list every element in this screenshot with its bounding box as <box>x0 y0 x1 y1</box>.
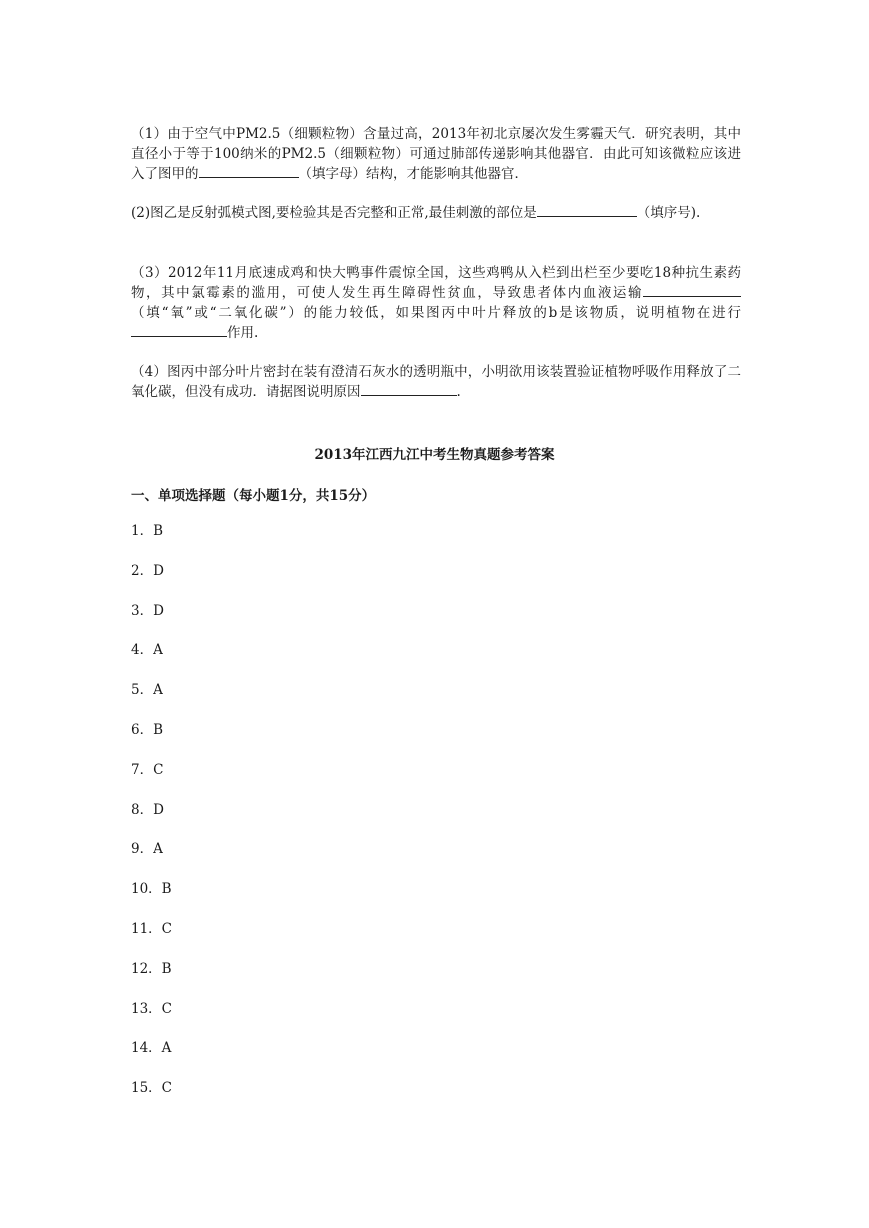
question-4-text-a: （4）图丙中部分叶片密封在装有澄清石灰水的透明瓶中，小明欲用该装置验证植物呼吸作用释放了二氧化碳，但没有成功．请据图说明原因 <box>131 364 741 400</box>
question-2 <box>131 203 741 223</box>
question-4-text-b: . <box>456 384 461 400</box>
question-3-text-b: （填“氧”或“二氧化碳”）的能力较低，如果图丙中叶片释放的b是该物质，说明植物在进行 <box>131 305 741 321</box>
answer-item: 8．D <box>131 801 164 818</box>
answer-item: 11．C <box>131 920 173 937</box>
answer-blank <box>643 284 661 297</box>
question-3-text-c: 作用. <box>227 325 259 341</box>
answer-blank <box>361 383 457 396</box>
answer-item: 5．A <box>131 682 163 699</box>
answer-key-title: 2013年江西九江中考生物真题参考答案 <box>314 447 555 463</box>
answer-item: 1．B <box>131 523 164 539</box>
answer-item: 9．A <box>131 841 163 858</box>
answer-item: 6．B <box>131 721 164 738</box>
question-3 <box>131 263 741 343</box>
question-1 <box>131 124 741 184</box>
answer-item: 2．D <box>131 562 164 579</box>
answer-blank <box>131 324 227 337</box>
question-2-text-b: （填序号). <box>636 205 701 221</box>
question-1-text-b: （填字母）结构，才能影响其他器官． <box>298 166 528 182</box>
answer-item: 10．B <box>131 881 172 898</box>
question-1-text-a: （1）由于空气中PM2.5（细颗粒物）含量过高，2013年初北京屡次发生雾霾天气．研究表明，其中直径小于等于100纳米的PM2.5（细颗粒物）可通过肺部传递影响其他器官．由此可知该微粒应该进入了图甲的 <box>131 126 741 182</box>
section-heading: 一、单项选择题（每小题1分，共15分） <box>131 488 376 504</box>
answer-item: 12．B <box>131 960 172 977</box>
answer-item: 3．D <box>131 602 164 619</box>
answer-list <box>131 521 172 1118</box>
answer-blank <box>199 165 299 178</box>
question-2-text-a: (2)图乙是反射弧模式图,要检验其是否完整和正常,最佳刺激的部位是 <box>131 205 537 221</box>
answer-blank <box>661 284 741 297</box>
answer-item: 14．A <box>131 1040 172 1057</box>
answer-item: 15．C <box>131 1080 173 1097</box>
answer-item: 7．C <box>131 761 164 778</box>
question-3-text-a: （3）2012年11月底速成鸡和快大鸭事件震惊全国，这些鸡鸭从入栏到出栏至少要吃18种抗生素药物，其中氯霉素的滥用，可使人发生再生障碍性贫血，导致患者体内血液运输 <box>131 265 741 301</box>
answer-item: 4．A <box>131 642 163 659</box>
answer-blank <box>537 204 637 217</box>
answer-item: 13．C <box>131 1000 173 1017</box>
question-4 <box>131 362 741 402</box>
